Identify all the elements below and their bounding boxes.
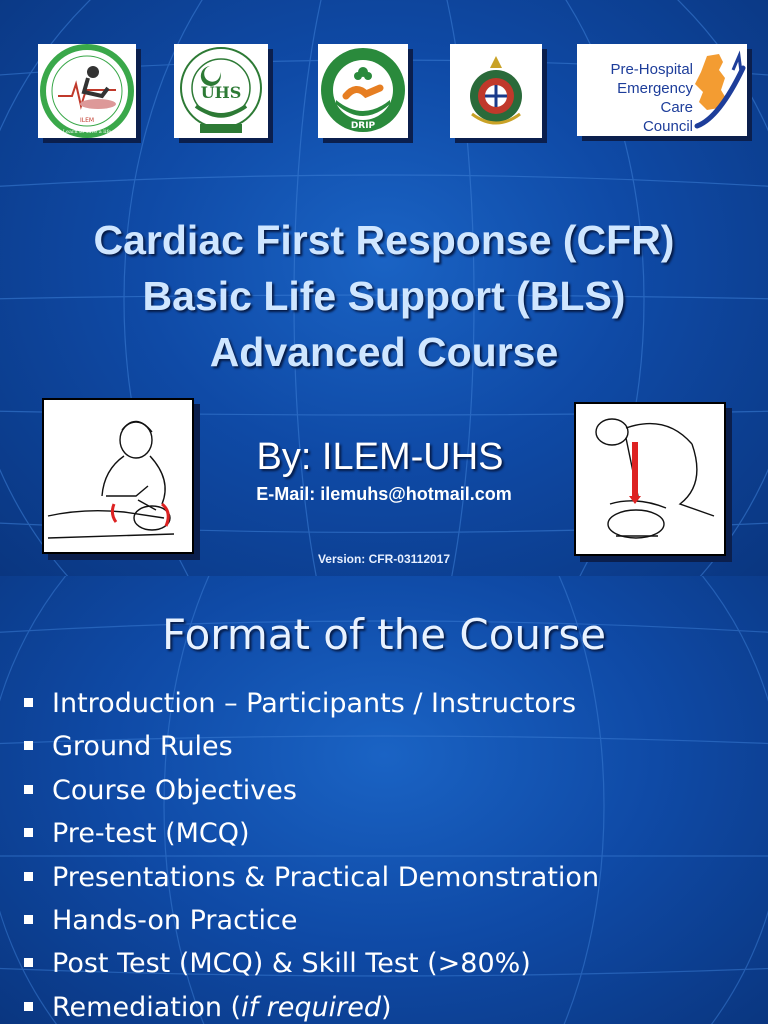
ilem-emblem-icon xyxy=(38,44,136,138)
list-item: Pre-test (MCQ) xyxy=(0,812,768,855)
format-list xyxy=(0,682,768,1024)
bullet-square-icon xyxy=(24,872,33,881)
title-line-1: Cardiac First Response (CFR) xyxy=(93,217,675,263)
uhs-crest-icon xyxy=(174,44,268,138)
list-item: Course Objectives xyxy=(0,769,768,812)
ilem-logo xyxy=(38,44,136,138)
drip-emblem-icon xyxy=(318,44,408,138)
chest-compression-illustration xyxy=(574,402,726,556)
version-label: Version: CFR-03112017 xyxy=(317,552,451,566)
course-title xyxy=(0,212,768,380)
byline: By: ILEM-UHS xyxy=(256,436,504,478)
bullet-square-icon xyxy=(24,741,33,750)
svg-text:DRIP: DRIP xyxy=(350,121,376,131)
bullet-square-icon xyxy=(24,1002,33,1011)
bullet-square-icon xyxy=(24,828,33,837)
bullet-square-icon xyxy=(24,915,33,924)
list-item: Remediation (if required) xyxy=(0,986,768,1024)
drip-logo xyxy=(318,44,408,138)
airway-check-illustration xyxy=(42,398,194,554)
contact-email[interactable]: E-Mail: ilemuhs@hotmail.com xyxy=(256,484,512,504)
bullet-square-icon xyxy=(24,785,33,794)
phecc-line-3: Council xyxy=(642,118,693,135)
bullet-square-icon xyxy=(24,958,33,967)
crest-logo xyxy=(450,44,542,138)
rescuer-compression-icon xyxy=(576,404,724,554)
course-format-slide xyxy=(0,576,768,1024)
phecc-line-1: Pre-Hospital xyxy=(610,61,693,78)
slide-heading: Format of the Course xyxy=(161,610,607,659)
ireland-map-icon xyxy=(689,48,747,134)
crest-emblem-icon xyxy=(450,44,542,138)
svg-text:Learn to save a life: Learn to save a life xyxy=(62,129,112,135)
list-item: Ground Rules xyxy=(0,725,768,768)
phecc-logo xyxy=(577,44,747,136)
uhs-logo xyxy=(174,44,268,138)
title-line-3: Advanced Course xyxy=(209,329,559,375)
rescuer-airway-icon xyxy=(44,400,192,552)
list-item: Hands-on Practice xyxy=(0,899,768,942)
list-item: Presentations & Practical Demonstration xyxy=(0,856,768,899)
svg-text:UHS: UHS xyxy=(200,83,242,102)
list-item: Post Test (MCQ) & Skill Test (>80%) xyxy=(0,942,768,985)
svg-text:ILEM: ILEM xyxy=(79,117,95,124)
bullet-square-icon xyxy=(24,698,33,707)
title-line-2: Basic Life Support (BLS) xyxy=(142,273,626,319)
phecc-line-2: Emergency Care xyxy=(617,80,693,116)
list-item: Introduction – Participants / Instructors xyxy=(0,682,768,725)
